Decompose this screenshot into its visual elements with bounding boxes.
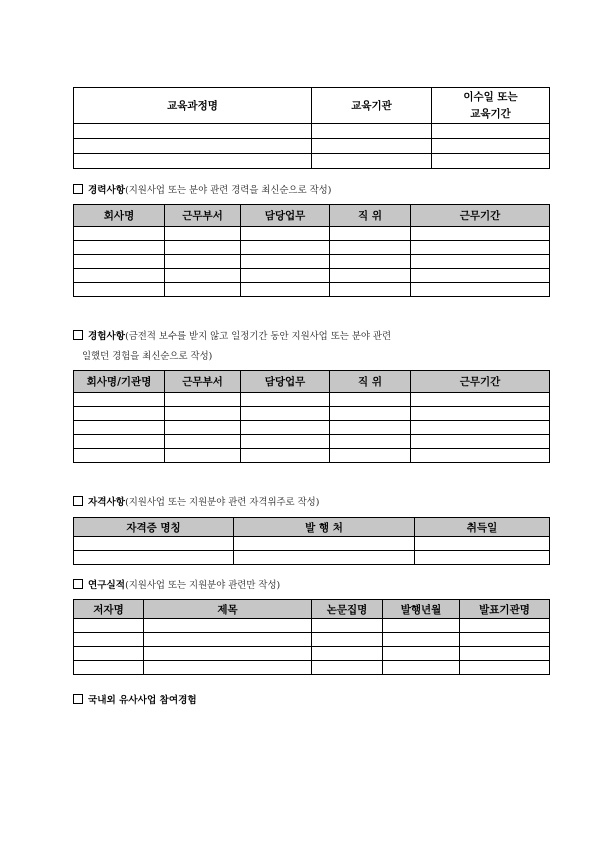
table-cell[interactable] <box>460 619 550 633</box>
research-table <box>73 599 550 675</box>
table-cell[interactable] <box>411 241 550 255</box>
career-title: 경력사항 <box>88 185 126 196</box>
table-cell[interactable] <box>383 619 460 633</box>
table-cell[interactable] <box>241 435 330 449</box>
table-row <box>74 241 550 255</box>
table-cell[interactable] <box>144 619 312 633</box>
table-cell[interactable] <box>74 393 165 407</box>
table-cell[interactable] <box>411 255 550 269</box>
education-table <box>73 87 550 169</box>
table-cell[interactable] <box>165 255 241 269</box>
certification-note: (지원사업 또는 지원분야 관련 자격위주로 작성) <box>125 497 320 508</box>
table-cell[interactable] <box>383 661 460 675</box>
table-cell[interactable] <box>460 633 550 647</box>
similar-projects-heading <box>73 692 197 706</box>
research-note: (지원사업 또는 지원분야 관련만 작성) <box>125 580 281 591</box>
table-row <box>74 255 550 269</box>
certification-heading <box>73 494 319 508</box>
table-cell[interactable] <box>74 154 312 169</box>
table-row <box>74 269 550 283</box>
research-heading <box>73 577 280 591</box>
table-cell[interactable] <box>74 633 144 647</box>
table-cell[interactable] <box>411 283 550 297</box>
table-cell[interactable] <box>241 407 330 421</box>
header-course-name: 교육과정명 <box>74 88 312 124</box>
header-department: 근무부서 <box>165 205 241 227</box>
table-cell[interactable] <box>74 619 144 633</box>
header-duty: 담당업무 <box>241 371 330 393</box>
table-cell[interactable] <box>234 551 415 565</box>
header-institution: 교육기관 <box>312 88 432 124</box>
table-cell[interactable] <box>432 154 550 169</box>
table-cell[interactable] <box>74 269 165 283</box>
experience-title: 경험사항 <box>88 331 126 342</box>
table-cell[interactable] <box>165 227 241 241</box>
header-department: 근무부서 <box>165 371 241 393</box>
table-cell[interactable] <box>411 393 550 407</box>
checkbox-square-icon <box>73 496 83 506</box>
table-cell[interactable] <box>74 449 165 463</box>
table-cell[interactable] <box>241 227 330 241</box>
table-cell[interactable] <box>411 269 550 283</box>
table-cell[interactable] <box>312 661 383 675</box>
certification-title: 자격사항 <box>88 497 126 508</box>
table-cell[interactable] <box>312 154 432 169</box>
table-cell[interactable] <box>330 407 411 421</box>
research-title: 연구실적 <box>88 580 126 591</box>
table-cell[interactable] <box>411 227 550 241</box>
table-cell[interactable] <box>165 421 241 435</box>
table-cell[interactable] <box>330 421 411 435</box>
table-cell[interactable] <box>144 633 312 647</box>
header-completion-date <box>432 88 550 124</box>
checkbox-square-icon <box>73 579 83 589</box>
checkbox-square-icon <box>73 694 83 704</box>
table-cell[interactable] <box>241 255 330 269</box>
table-cell[interactable] <box>411 435 550 449</box>
header-journal: 논문집명 <box>312 600 383 619</box>
table-row <box>74 647 550 661</box>
table-cell[interactable] <box>165 241 241 255</box>
table-cell[interactable] <box>144 661 312 675</box>
checkbox-square-icon <box>73 184 83 194</box>
table-cell[interactable] <box>74 551 234 565</box>
header-position: 직 위 <box>330 205 411 227</box>
table-cell[interactable] <box>411 407 550 421</box>
career-table <box>73 204 550 297</box>
table-cell[interactable] <box>165 449 241 463</box>
table-cell[interactable] <box>74 139 312 154</box>
table-cell[interactable] <box>312 124 432 139</box>
table-row <box>74 124 550 139</box>
header-duty: 담당업무 <box>241 205 330 227</box>
table-cell[interactable] <box>241 449 330 463</box>
career-heading <box>73 182 331 196</box>
header-company-institution: 회사명/기관명 <box>74 371 165 393</box>
table-cell[interactable] <box>312 139 432 154</box>
header-acquired-date: 취득일 <box>415 518 550 537</box>
table-row <box>74 154 550 169</box>
table-cell[interactable] <box>74 537 234 551</box>
table-cell[interactable] <box>234 537 415 551</box>
table-cell[interactable] <box>165 269 241 283</box>
table-cell[interactable] <box>74 255 165 269</box>
certification-table <box>73 517 550 565</box>
table-cell[interactable] <box>74 227 165 241</box>
table-cell[interactable] <box>383 633 460 647</box>
table-row <box>74 407 550 421</box>
table-cell[interactable] <box>411 421 550 435</box>
table-cell[interactable] <box>241 241 330 255</box>
experience-table <box>73 370 550 463</box>
table-cell[interactable] <box>312 647 383 661</box>
table-cell[interactable] <box>144 647 312 661</box>
table-cell[interactable] <box>74 283 165 297</box>
table-row <box>74 537 550 551</box>
header-period: 근무기간 <box>411 371 550 393</box>
table-row <box>74 139 550 154</box>
table-cell[interactable] <box>74 647 144 661</box>
header-issuer: 발 행 처 <box>234 518 415 537</box>
header-author: 저자명 <box>74 600 144 619</box>
table-cell[interactable] <box>415 551 550 565</box>
table-cell[interactable] <box>411 449 550 463</box>
table-cell[interactable] <box>330 449 411 463</box>
table-cell[interactable] <box>74 435 165 449</box>
experience-note: (금전적 보수를 받지 않고 일정기간 동안 지원사업 또는 분야 관련 <box>125 331 392 342</box>
table-cell[interactable] <box>432 124 550 139</box>
table-row <box>74 435 550 449</box>
table-cell[interactable] <box>460 661 550 675</box>
table-cell[interactable] <box>432 139 550 154</box>
table-cell[interactable] <box>241 283 330 297</box>
table-cell[interactable] <box>312 619 383 633</box>
table-cell[interactable] <box>74 124 312 139</box>
table-cell[interactable] <box>330 393 411 407</box>
table-cell[interactable] <box>165 407 241 421</box>
header-completion-date-line2: 교육기간 <box>470 107 511 120</box>
career-note: (지원사업 또는 분야 관련 경력을 최신순으로 작성) <box>125 185 332 196</box>
header-position: 직 위 <box>330 371 411 393</box>
table-cell[interactable] <box>312 633 383 647</box>
table-cell[interactable] <box>165 435 241 449</box>
table-cell[interactable] <box>330 269 411 283</box>
table-cell[interactable] <box>330 255 411 269</box>
table-cell[interactable] <box>241 269 330 283</box>
table-cell[interactable] <box>330 435 411 449</box>
checkbox-square-icon <box>73 330 83 340</box>
table-cell[interactable] <box>415 537 550 551</box>
header-completion-date-line1: 이수일 또는 <box>463 90 518 103</box>
table-row <box>74 619 550 633</box>
table-row <box>74 633 550 647</box>
table-cell[interactable] <box>330 227 411 241</box>
table-row <box>74 551 550 565</box>
header-publish-date: 발행년월 <box>383 600 460 619</box>
table-cell[interactable] <box>165 393 241 407</box>
table-row <box>74 283 550 297</box>
table-cell[interactable] <box>460 647 550 661</box>
experience-note-line2: 일했던 경험을 최신순으로 작성) <box>82 351 213 362</box>
header-certificate-name: 자격증 명칭 <box>74 518 234 537</box>
table-cell[interactable] <box>165 283 241 297</box>
table-row <box>74 661 550 675</box>
table-cell[interactable] <box>330 283 411 297</box>
table-cell[interactable] <box>74 407 165 421</box>
experience-heading <box>73 328 391 342</box>
table-cell[interactable] <box>74 241 165 255</box>
table-cell[interactable] <box>241 421 330 435</box>
header-publisher: 발표기관명 <box>460 600 550 619</box>
header-company: 회사명 <box>74 205 165 227</box>
header-title: 제목 <box>144 600 312 619</box>
table-cell[interactable] <box>383 647 460 661</box>
header-period: 근무기간 <box>411 205 550 227</box>
table-cell[interactable] <box>74 421 165 435</box>
table-row <box>74 449 550 463</box>
table-cell[interactable] <box>74 661 144 675</box>
table-cell[interactable] <box>241 393 330 407</box>
table-cell[interactable] <box>330 241 411 255</box>
table-row <box>74 227 550 241</box>
table-row <box>74 393 550 407</box>
similar-projects-title: 국내외 유사사업 참여경험 <box>88 695 197 706</box>
table-row <box>74 421 550 435</box>
